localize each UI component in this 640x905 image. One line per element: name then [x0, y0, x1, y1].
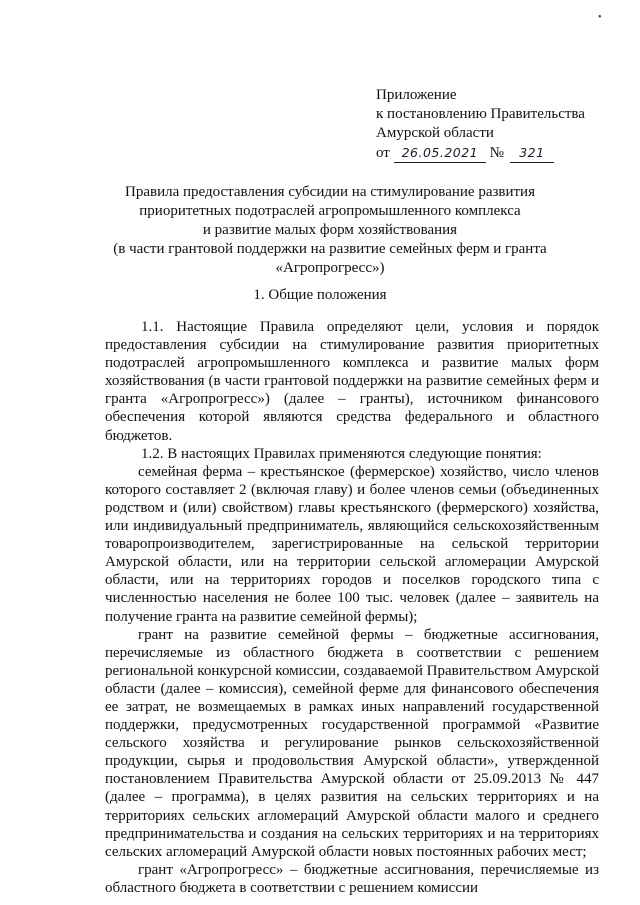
section-heading: 1. Общие положения [253, 287, 387, 303]
definition-agroprogress-grant: грант «Агропрогресс» – бюджетные ассигнования, перечисляемые из областного бюджета в соответствии с решением комиссии [105, 861, 599, 896]
paragraph-1-2: 1.2. В настоящих Правилах применяются следующие понятия: [141, 445, 542, 462]
title-line: (в части грантовой поддержки на развитие семейных ферм и гранта [113, 241, 547, 257]
handwritten-date: 26.05.2021 [394, 143, 486, 163]
date-prefix: от [376, 145, 390, 161]
handwritten-number: 321 [510, 143, 554, 163]
title-line: приоритетных подотраслей агропромышленного комплекса [139, 203, 521, 219]
title-line: Правила предоставления субсидии на стимулирование развития [125, 184, 535, 200]
definition-family-farm-grant: грант на развитие семейной фермы – бюджетные ассигнования, перечисляемые из областного бюджета в соответствии с решением региональной конкурсной комиссии, создаваемой Правительством Амурской области (далее – комиссия), семейной ферме для финансового обеспечения ее затрат, не возмещаемых в рамках иных направлений государственной поддержки, предусмотренных государственной программой «Развитие сельского хозяйства и регулирование рынков сельскохозяйственной продукции, сырья и продовольствия Амурской области», утвержденной постановлением Правительства Амурской области от 25.09.2013 № 447 (далее – программа), в целях развития на сельских территориях и на территориях сельских агломераций Амурской области малого и среднего предпринимательства и создания на сельских территориях и на территориях сельских агломераций Амурской области новых постоянных рабочих мест; [105, 626, 599, 860]
definition-family-farm: семейная ферма – крестьянское (фермерское) хозяйство, число членов которого составляет 2 (включая главу) и более членов семьи (объединенных родством и (или) свойством) главы крестьянского (фермерского) хозяйства, или индивидуальный предприниматель, являющийся сельскохозяйственным товаропроизводителем, зарегистрированные на сельской территории Амурской области, или на территории сельской агломерации Амурской области, или на территориях городов и поселков городского типа с численностью населения не более 100 тыс. человек (далее – заявитель на получение гранта на развитие семейной фермы); [105, 463, 599, 625]
appendix-block [376, 86, 585, 163]
document-title [110, 183, 550, 278]
appendix-reference: к постановлению Правительства [376, 106, 585, 122]
appendix-title: Приложение [376, 87, 457, 103]
paragraph-1-1: 1.1. Настоящие Правила определяют цели, условия и порядок предоставления субсидии на стимулирование развития приоритетных подотраслей агропромышленного комплекса и развитие малых форм хозяйствования (в части грантовой поддержки на развитие семейных ферм и гранта «Агропрогресс») (далее – гранты), источником финансового обеспечения которой являются средства федерального и областного бюджетов. [105, 319, 599, 444]
title-line: и развитие малых форм хозяйствования [202, 222, 458, 238]
title-line: «Агропрогресс») [275, 260, 385, 276]
document-body [105, 318, 599, 897]
appendix-region: Амурской области [376, 125, 494, 141]
corner-mark: • [598, 12, 602, 23]
number-prefix: № [489, 145, 504, 161]
appendix-date-line [376, 143, 585, 163]
